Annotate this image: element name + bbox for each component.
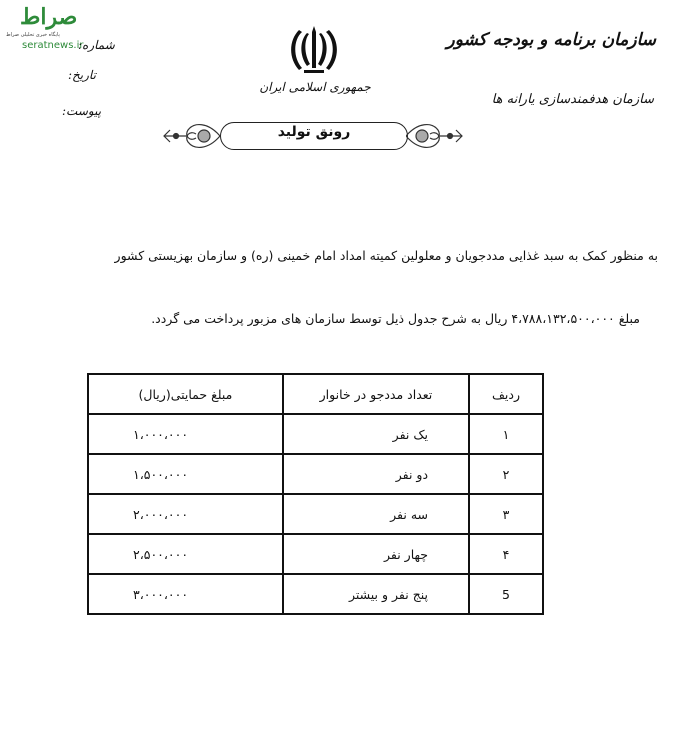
table-row [88,494,543,534]
household-count: پنج نفر و بیشتر [283,574,469,614]
watermark-url: seratnews.ir [22,40,84,51]
household-count: سه نفر [283,494,469,534]
attachment-label: پیوست: [62,104,102,118]
slogan-banner [160,112,466,160]
ornament-left-icon [160,116,220,156]
number-label: شماره: [78,38,115,52]
org-name: سازمان برنامه و بودجه کشور [446,30,656,50]
table-row [88,414,543,454]
watermark-logo: صراط [20,4,78,30]
household-count: دو نفر [283,454,469,494]
support-amount: ۲،۵۰۰،۰۰۰ [88,534,283,574]
table-row [88,534,543,574]
household-count: یک نفر [283,414,469,454]
row-number: ۱ [469,414,543,454]
sub-org-name: سازمان هدفمندسازی یارانه ها [491,92,654,107]
support-amount: ۲،۰۰۰،۰۰۰ [88,494,283,534]
iran-emblem-icon [290,24,338,76]
header-support-amount: مبلغ حمایتی(ریال) [88,374,283,414]
header-household-count: تعداد مددجو در خانوار [283,374,469,414]
row-number: ۳ [469,494,543,534]
support-amount: ۱،۵۰۰،۰۰۰ [88,454,283,494]
ornament-right-icon [406,116,466,156]
republic-title: جمهوری اسلامی ایران [259,80,371,94]
table-header-row [88,374,543,414]
table-row [88,454,543,494]
row-number: ۲ [469,454,543,494]
date-label: تاریخ: [68,68,96,82]
row-number: 5 [469,574,543,614]
table-row [88,574,543,614]
body-line-1: به منظور کمک به سبد غذایی مددجویان و معلولین کمیته امداد امام خمینی (ره) و سازمان بهزیستی کشور [114,248,658,263]
header-row-number: ردیف [469,374,543,414]
household-count: چهار نفر [283,534,469,574]
slogan-text: رونق تولید [277,124,351,140]
support-amount: ۳،۰۰۰،۰۰۰ [88,574,283,614]
body-line-2: مبلغ ۴،۷۸۸،۱۳۲،۵۰۰،۰۰۰ ریال به شرح جدول ذیل توسط سازمان های مزبور پرداخت می گردد. [151,311,640,326]
support-table [87,373,544,615]
support-amount: ۱،۰۰۰،۰۰۰ [88,414,283,454]
watermark-tagline: پایگاه خبری تحلیلی صراط [6,32,60,38]
row-number: ۴ [469,534,543,574]
